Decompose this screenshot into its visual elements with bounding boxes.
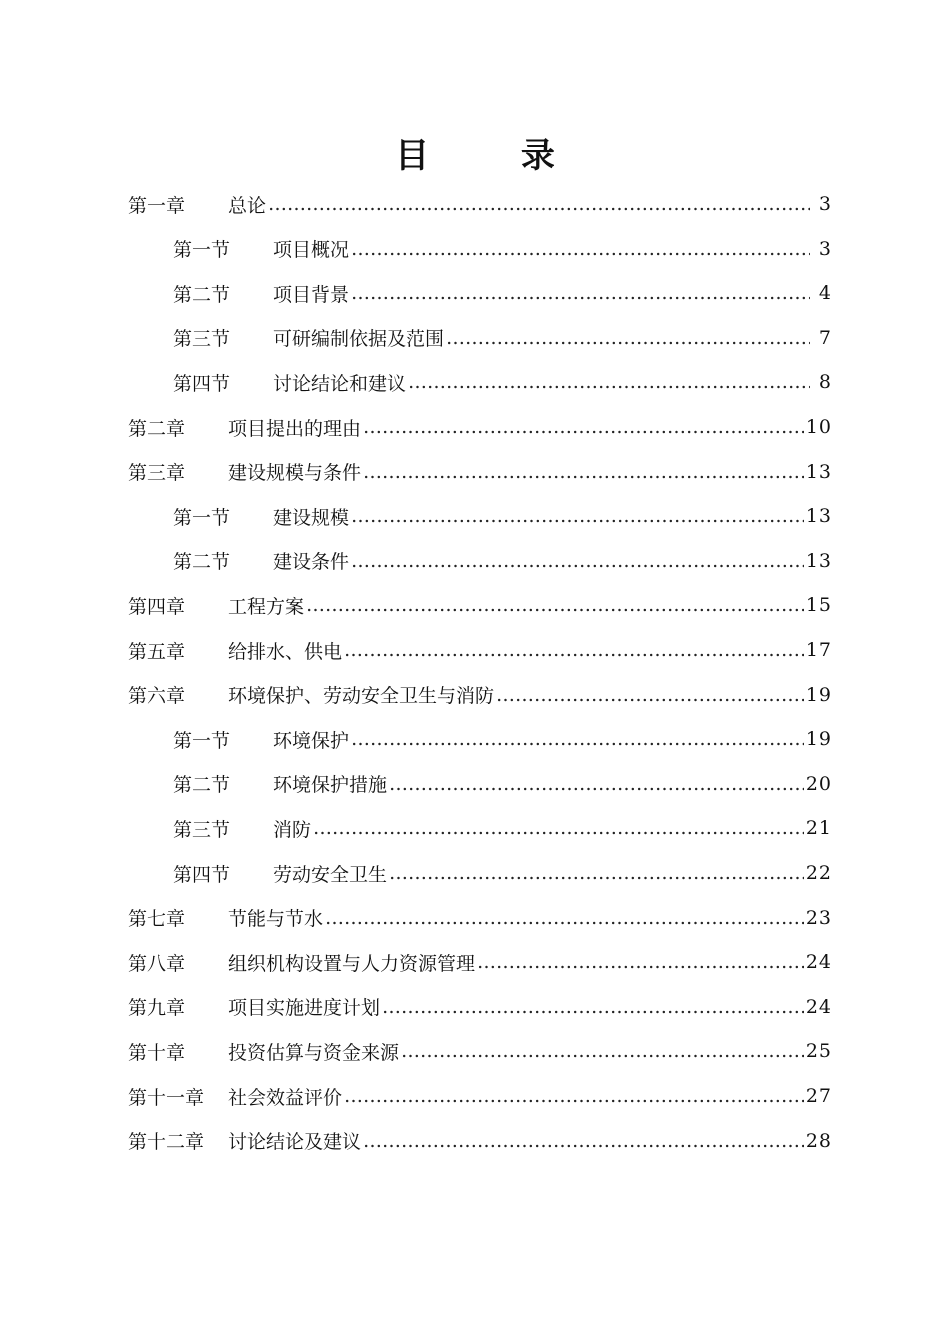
toc-leader-dots <box>496 673 804 717</box>
toc-leader-dots <box>389 851 804 895</box>
toc-page-number: 19 <box>805 683 832 706</box>
toc-title: 目 录 <box>395 136 595 176</box>
toc-entry-number: 第一章 <box>128 194 186 217</box>
toc-leader-dots <box>446 316 810 360</box>
toc-entry-number: 第十二章 <box>128 1131 205 1154</box>
toc-page-number: 23 <box>805 906 832 929</box>
toc-chapter-entry[interactable] <box>128 628 832 672</box>
toc-entry-title: 环境保护、劳动安全卫生与消防 <box>228 685 495 708</box>
toc-entry-title: 环境保护措施 <box>273 774 388 797</box>
toc-section-entry[interactable] <box>173 494 832 538</box>
toc-entry-title: 讨论结论和建议 <box>273 372 407 395</box>
toc-section-entry[interactable] <box>173 316 832 360</box>
toc-entry-number: 第二节 <box>173 283 231 306</box>
toc-leader-dots <box>363 1119 804 1163</box>
toc-section-entry[interactable] <box>173 806 832 850</box>
toc-entry-title: 组织机构设置与人力资源管理 <box>228 952 476 975</box>
toc-page-number: 24 <box>805 951 832 974</box>
toc-leader-dots <box>344 1074 804 1118</box>
toc-section-entry[interactable] <box>173 717 832 761</box>
toc-entry-title: 项目背景 <box>273 283 350 306</box>
toc-page-number: 24 <box>805 995 832 1018</box>
toc-page-number: 3 <box>818 193 832 215</box>
toc-leader-dots <box>351 227 810 271</box>
toc-entry-number: 第二节 <box>173 774 231 797</box>
toc-entry-title: 给排水、供电 <box>228 640 343 663</box>
toc-entry-number: 第一节 <box>173 506 231 529</box>
toc-leader-dots <box>477 940 804 984</box>
toc-chapter-entry[interactable] <box>128 1029 832 1073</box>
toc-entry-title: 项目概况 <box>273 239 350 262</box>
toc-entry-title: 总论 <box>228 194 267 217</box>
toc-entry-number: 第二章 <box>128 417 186 440</box>
toc-page-number: 28 <box>805 1129 832 1152</box>
toc-page-number: 3 <box>818 237 832 260</box>
toc-leader-dots <box>351 539 804 583</box>
toc-chapter-entry[interactable] <box>128 940 832 984</box>
toc-leader-dots <box>363 450 804 494</box>
toc-leader-dots <box>351 717 804 761</box>
toc-leader-dots <box>344 628 804 672</box>
toc-entry-title: 消防 <box>273 818 312 841</box>
toc-section-entry[interactable] <box>173 539 832 583</box>
toc-page-number: 22 <box>805 862 832 884</box>
toc-page-number: 13 <box>805 460 832 483</box>
toc-leader-dots <box>401 1029 804 1073</box>
toc-entry-title: 节能与节水 <box>228 908 324 931</box>
toc-entry-number: 第九章 <box>128 997 186 1020</box>
toc-page-number: 15 <box>805 594 832 617</box>
toc-entry-number: 第二节 <box>173 551 231 574</box>
toc-entry-number: 第三节 <box>173 328 231 351</box>
toc-leader-dots <box>408 360 810 404</box>
toc-entry-number: 第十一章 <box>128 1086 205 1109</box>
toc-entry-title: 建设规模 <box>273 506 350 529</box>
toc-leader-dots <box>268 182 810 226</box>
toc-entry-number: 第四节 <box>173 372 231 395</box>
toc-entry-title: 讨论结论及建议 <box>228 1131 362 1154</box>
toc-entry-number: 第一节 <box>173 729 231 752</box>
toc-entry-number: 第十章 <box>128 1041 186 1064</box>
toc-entry-title: 建设条件 <box>273 551 350 574</box>
toc-leader-dots <box>363 405 804 449</box>
toc-entry-number: 第一节 <box>173 239 231 262</box>
toc-entry-title: 劳动安全卫生 <box>273 863 388 886</box>
toc-section-entry[interactable] <box>173 227 832 271</box>
toc-chapter-entry[interactable] <box>128 1119 832 1163</box>
toc-section-entry[interactable] <box>173 271 832 315</box>
toc-page-number: 13 <box>805 549 832 572</box>
toc-entry-number: 第四节 <box>173 863 231 886</box>
toc-page-number: 20 <box>805 772 832 795</box>
toc-page-number: 4 <box>818 282 832 305</box>
toc-entry-title: 可研编制依据及范围 <box>273 328 445 351</box>
toc-page-number: 7 <box>818 326 832 349</box>
toc-entry-title: 投资估算与资金来源 <box>228 1041 400 1064</box>
toc-page-number: 19 <box>805 728 832 751</box>
toc-page-number: 27 <box>805 1085 832 1107</box>
toc-section-entry[interactable] <box>173 762 832 806</box>
toc-entry-number: 第四章 <box>128 595 186 618</box>
toc-chapter-entry[interactable] <box>128 985 832 1029</box>
toc-entry-number: 第五章 <box>128 640 186 663</box>
toc-section-entry[interactable] <box>173 360 832 404</box>
toc-page-number: 25 <box>805 1040 832 1063</box>
toc-entry-title: 项目提出的理由 <box>228 417 362 440</box>
toc-entry-title: 建设规模与条件 <box>228 462 362 485</box>
toc-entry-number: 第三章 <box>128 462 186 485</box>
toc-leader-dots <box>313 806 804 850</box>
toc-chapter-entry[interactable] <box>128 673 832 717</box>
toc-leader-dots <box>306 583 804 627</box>
toc-chapter-entry[interactable] <box>128 450 832 494</box>
toc-page-number: 8 <box>818 371 832 394</box>
toc-entry-number: 第六章 <box>128 685 186 708</box>
toc-leader-dots <box>382 985 804 1029</box>
toc-page-number: 21 <box>805 817 832 840</box>
toc-leader-dots <box>351 494 804 538</box>
toc-entry-number: 第七章 <box>128 908 186 931</box>
toc-chapter-entry[interactable] <box>128 405 832 449</box>
toc-entry-title: 工程方案 <box>228 595 305 618</box>
toc-chapter-entry[interactable] <box>128 896 832 940</box>
toc-entry-title: 环境保护 <box>273 729 350 752</box>
toc-leader-dots <box>325 896 804 940</box>
toc-entry-number: 第八章 <box>128 952 186 975</box>
toc-section-entry[interactable] <box>173 851 832 895</box>
toc-page-number: 17 <box>805 639 832 661</box>
toc-entry-title: 项目实施进度计划 <box>228 997 381 1020</box>
toc-chapter-entry[interactable] <box>128 1074 832 1118</box>
toc-page-number: 13 <box>805 505 832 528</box>
toc-page-number: 10 <box>805 416 832 438</box>
toc-leader-dots <box>351 271 810 315</box>
toc-chapter-entry[interactable] <box>128 182 832 226</box>
toc-entry-number: 第三节 <box>173 818 231 841</box>
toc-chapter-entry[interactable] <box>128 583 832 627</box>
toc-leader-dots <box>389 762 804 806</box>
toc-entry-title: 社会效益评价 <box>228 1086 343 1109</box>
